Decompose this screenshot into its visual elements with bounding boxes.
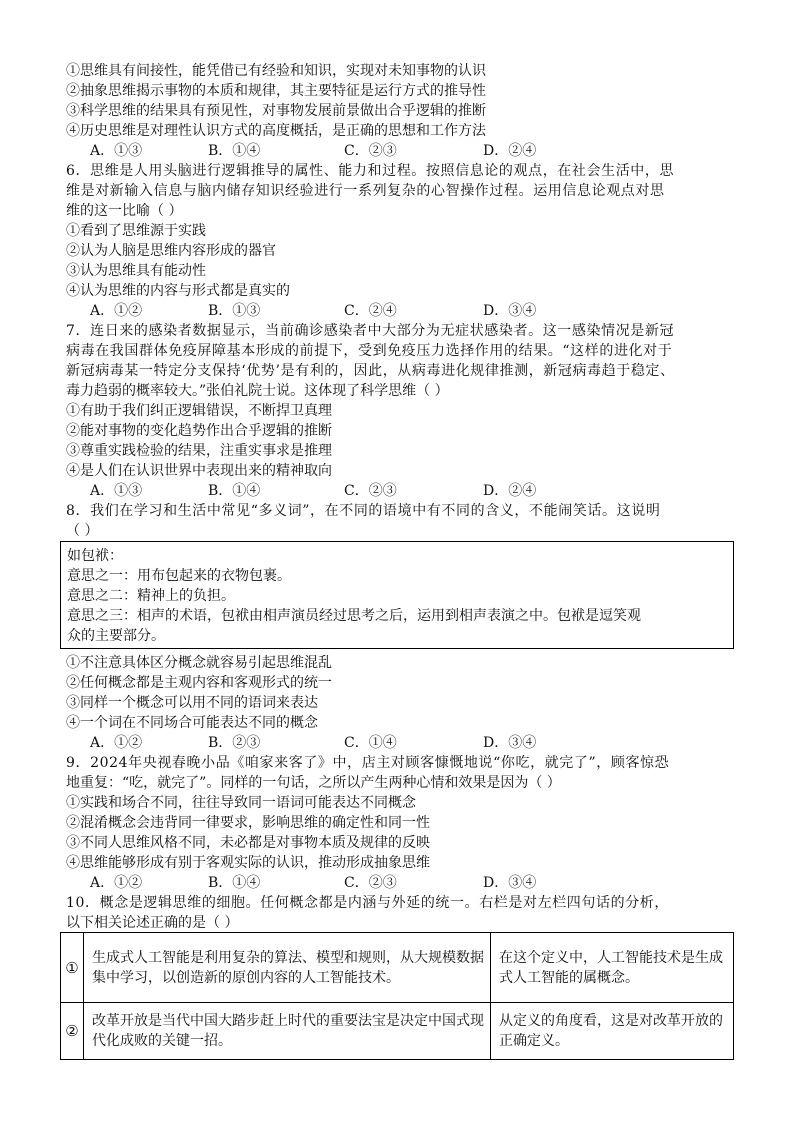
q8-statement-1: ①不注意具体区分概念就容易引起思维混乱: [66, 655, 332, 671]
q7-statement-3: ③尊重实践检验的结果，注重实事求是推理: [66, 443, 332, 459]
q8-stem-line-1: 8．我们在学习和生活中常见“多义词”，在不同的语境中有不同的含义，不能闹笑话。这说明: [66, 503, 661, 519]
q7-option-d[interactable]: D．②④: [483, 483, 537, 499]
q9-option-c[interactable]: C．②③: [344, 875, 397, 891]
q9-statement-4: ④思维能够形成有别于客观实际的认识，推动形成抽象思维: [66, 855, 430, 871]
q6-option-b[interactable]: B．①③: [208, 303, 261, 319]
q5-option-a[interactable]: A．①③: [90, 143, 143, 159]
q9-options: [90, 873, 650, 893]
q8-box-line-1: 如包袱：: [67, 548, 123, 564]
q10-analysis-table: [60, 932, 734, 1060]
q5-option-d[interactable]: D．②④: [483, 143, 537, 159]
q8-box-line-5: 众的主要部分。: [67, 628, 165, 644]
q5-statement-2: ②抽象思维揭示事物的本质和规律，其主要特征是运行方式的推导性: [66, 83, 486, 99]
row-statement: 改革开放是当代中国大踏步赶上时代的重要法宝是决定中国式现代化成败的关键一招。: [84, 1003, 491, 1060]
q9-stem-line-2: 地重复：“吃，就完了”。同样的一句话，之所以产生两种心情和效果是因为（ ）: [66, 775, 561, 791]
q10-stem-line-2: 以下相关论述正确的是（ ）: [66, 915, 239, 931]
row-number: ①: [61, 933, 84, 1003]
q9-statement-3: ③不同人思维风格不同，未必都是对事物本质及规律的反映: [66, 835, 430, 851]
q5-option-c[interactable]: C．②③: [344, 143, 397, 159]
row-analysis: 在这个定义中，人工智能技术是生成式人工智能的属概念。: [491, 933, 734, 1003]
q7-option-b[interactable]: B．①④: [208, 483, 261, 499]
q7-option-a[interactable]: A．①③: [90, 483, 143, 499]
q7-option-c[interactable]: C．②③: [344, 483, 397, 499]
q9-stem-line-1: 9．2024年央视春晚小品《咱家来客了》中，店主对顾客慷慨地说“你吃，就完了”，顾客惊恐: [66, 755, 670, 771]
q8-option-c[interactable]: C．①④: [344, 735, 397, 751]
q9-statement-1: ①实践和场合不同，往往导致同一语词可能表达不同概念: [66, 795, 416, 811]
q6-option-a[interactable]: A．①②: [90, 303, 143, 319]
q7-options: [90, 481, 650, 501]
q5-options: [90, 141, 650, 161]
q5-statement-1: ①思维具有间接性，能凭借已有经验和知识，实现对未知事物的认识: [66, 63, 486, 79]
q8-box-line-4: 意思之三：相声的术语，包袱由相声演员经过思考之后，运用到相声表演之中。包袱是逗笑观: [67, 608, 641, 624]
q7-statement-2: ②能对事物的变化趋势作出合乎逻辑的推断: [66, 423, 332, 439]
q9-option-b[interactable]: B．①④: [208, 875, 261, 891]
q8-material-box: [60, 541, 734, 649]
q7-stem-line-2: 病毒在我国群体免疫屏障基本形成的前提下，受到免疫压力选择作用的结果。“这样的进化对于: [66, 343, 673, 359]
q8-option-a[interactable]: A．①②: [90, 735, 143, 751]
q7-stem-line-4: 毒力趋弱的概率较大。”张伯礼院士说。这体现了科学思维（ ）: [66, 383, 449, 399]
q8-box-line-3: 意思之二：精神上的负担。: [67, 588, 235, 604]
q6-options: [90, 301, 650, 321]
q8-box-line-2: 意思之一：用布包起来的衣物包裹。: [67, 568, 291, 584]
q8-options: [90, 733, 650, 753]
q10-stem-line-1: 10．概念是逻辑思维的细胞。任何概念都是内涵与外延的统一。右栏是对左栏四句话的分析，: [66, 895, 670, 911]
q6-statement-2: ②认为人脑是思维内容形成的器官: [66, 243, 276, 259]
q9-option-d[interactable]: D．③④: [483, 875, 537, 891]
q6-stem-line-3: 维的这一比喻（ ）: [66, 203, 183, 219]
q5-statement-4: ④历史思维是对理性认识方式的高度概括，是正确的思想和工作方法: [66, 123, 486, 139]
q9-option-a[interactable]: A．①②: [90, 875, 143, 891]
row-statement: 生成式人工智能是利用复杂的算法、模型和规则，从大规模数据集中学习，以创造新的原创内容的人工智能技术。: [84, 933, 491, 1003]
q5-option-b[interactable]: B．①④: [208, 143, 261, 159]
q7-statement-1: ①有助于我们纠正逻辑错误，不断捍卫真理: [66, 403, 332, 419]
q6-statement-3: ③认为思维具有能动性: [66, 263, 206, 279]
q8-stem-line-2: （ ）: [66, 523, 99, 539]
q9-statement-2: ②混淆概念会违背同一律要求，影响思维的确定性和同一性: [66, 815, 430, 831]
table-row: [61, 933, 734, 1003]
q8-statement-3: ③同样一个概念可以用不同的语词来表达: [66, 695, 318, 711]
q6-option-c[interactable]: C．②④: [344, 303, 397, 319]
q8-option-b[interactable]: B．②③: [208, 735, 261, 751]
q8-statement-4: ④一个词在不同场合可能表达不同的概念: [66, 715, 318, 731]
q7-stem-line-3: 新冠病毒某一特定分支保持‘优势’是有利的，因此，从病毒进化规律推测，新冠病毒趋于稳定、: [66, 363, 675, 379]
row-number: ②: [61, 1003, 84, 1060]
q7-statement-4: ④是人们在认识世界中表现出来的精神取向: [66, 463, 332, 479]
table-row: [61, 1003, 734, 1060]
q8-statement-2: ②任何概念都是主观内容和客观形式的统一: [66, 675, 332, 691]
q6-stem-line-1: 6．思维是人用头脑进行逻辑推导的属性、能力和过程。按照信息论的观点，在社会生活中，思: [66, 163, 675, 179]
q6-statement-4: ④认为思维的内容与形式都是真实的: [66, 283, 290, 299]
q6-stem-line-2: 维是对新输入信息与脑内储存知识经验进行一系列复杂的心智操作过程。运用信息论观点对思: [66, 183, 665, 199]
q6-option-d[interactable]: D．③④: [483, 303, 537, 319]
q7-stem-line-1: 7．连日来的感染者数据显示，当前确诊感染者中大部分为无症状感染者。这一感染情况是新冠: [66, 323, 675, 339]
q5-statement-3: ③科学思维的结果具有预见性，对事物发展前景做出合乎逻辑的推断: [66, 103, 486, 119]
q8-option-d[interactable]: D．③④: [483, 735, 537, 751]
q6-statement-1: ①看到了思维源于实践: [66, 223, 206, 239]
row-analysis: 从定义的角度看，这是对改革开放的正确定义。: [491, 1003, 734, 1060]
